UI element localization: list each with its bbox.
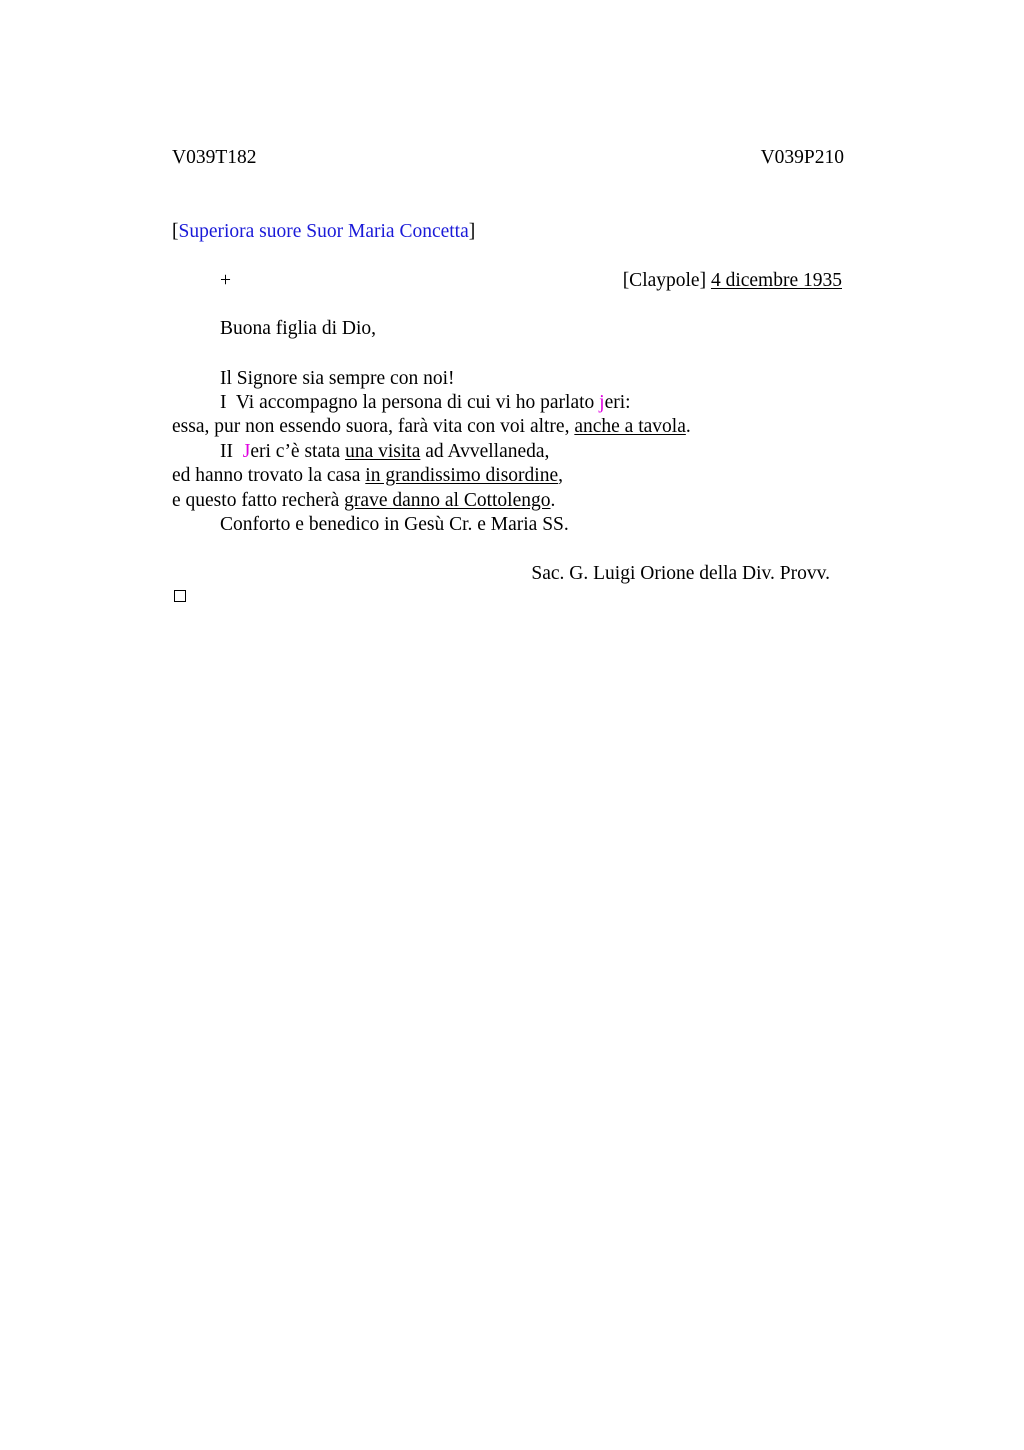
underlined-phrase: in grandissimo disordine [365,465,559,486]
recipient-name: Superiora suore Suor Maria Concetta [178,221,469,242]
recipient-line [172,221,475,243]
body-line-5-end: , [558,465,563,486]
body-line-6-text: e questo fatto recherà [172,490,345,511]
cross-symbol: + [220,270,231,291]
dateline [623,270,842,292]
correction-mark: J [242,441,251,462]
body-line-2-end: eri: [604,392,631,413]
document-code: V039T182 [172,147,257,168]
recipient-close-bracket: ] [468,221,476,242]
greeting: Buona figlia di Dio, [220,318,376,339]
end-marker-box [174,590,186,602]
body-line-3-end: . [685,416,691,437]
body-line-4-number: II [220,441,243,462]
place: [Claypole] [622,270,707,291]
body-line-3 [172,416,691,438]
body-line-6 [172,490,555,512]
body-line-6-end: . [550,490,556,511]
body-line-5-text: ed hanno trovato la casa [172,465,366,486]
recipient-open-bracket: [ [172,221,179,242]
body-line-5 [172,465,563,487]
body-line-4-text: eri c’è stata [250,441,346,462]
body-line-3-text: essa, pur non essendo suora, farà vita con voi altre, [172,416,575,437]
body-line-1: Il Signore sia sempre con noi! [220,368,455,389]
body-line-4-end: ad Avvellaneda, [420,441,550,462]
body-line-7: Conforto e benedico in Gesù Cr. e Maria SS. [220,514,569,535]
body-line-2 [220,392,631,414]
underlined-phrase: grave danno al Cottolengo [344,490,551,511]
underlined-phrase: una visita [345,441,421,462]
page-code: V039P210 [760,147,844,168]
correction-mark: j [599,392,605,413]
date: 4 dicembre 1935 [710,270,842,291]
signature: Sac. G. Luigi Orione della Div. Provv. [531,563,830,584]
body-line-4 [220,441,549,463]
underlined-phrase: anche a tavola [574,416,686,437]
body-line-2-text: I Vi accompagno la persona di cui vi ho parlato [220,392,600,413]
